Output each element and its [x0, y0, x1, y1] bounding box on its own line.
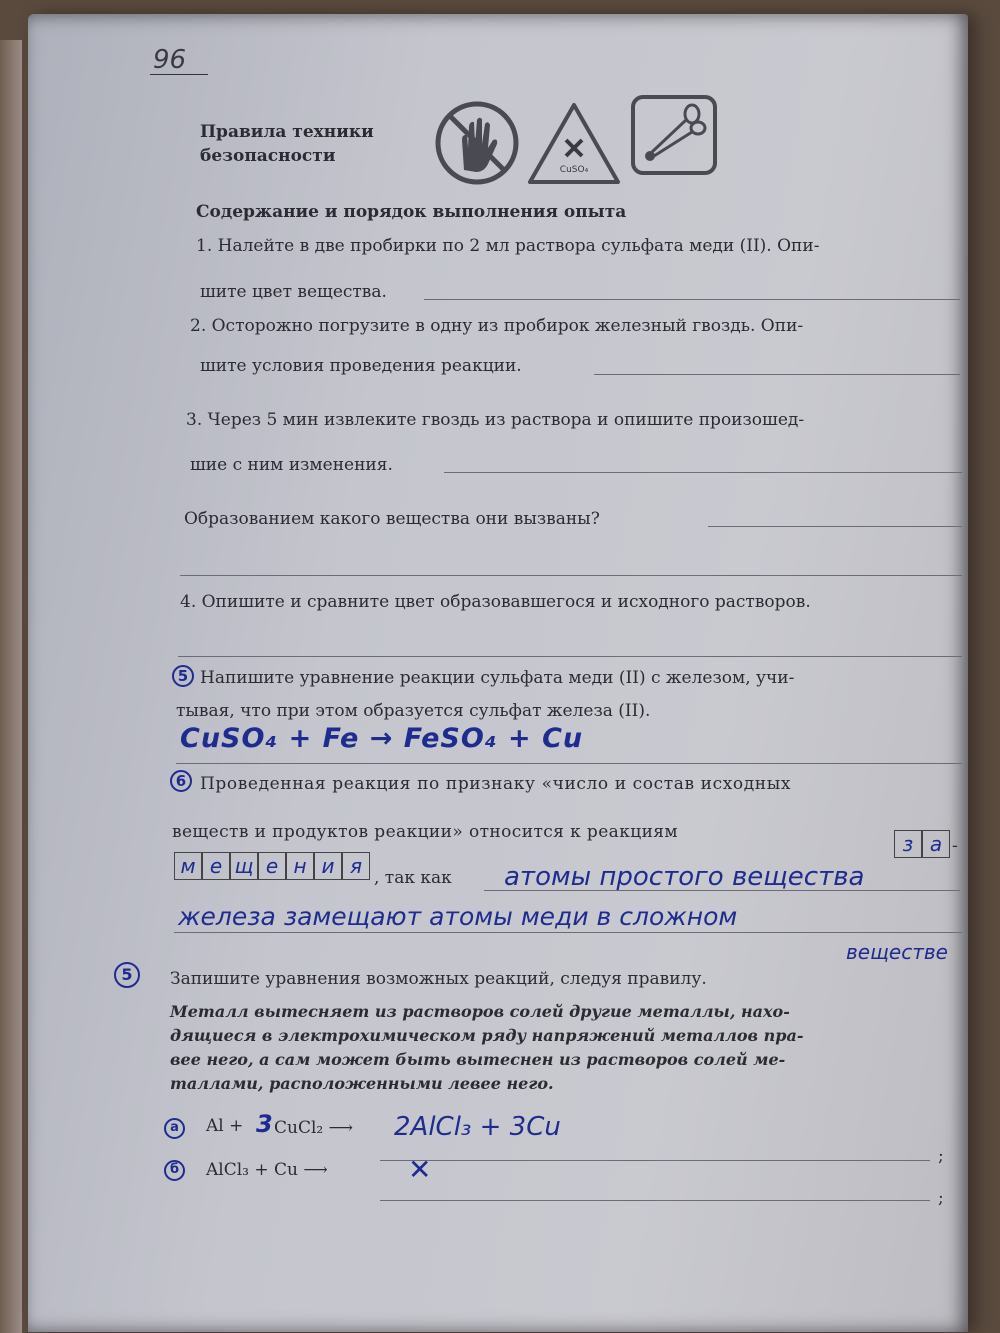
- answer-line: [180, 575, 962, 576]
- task6-tail: , так как: [374, 868, 452, 888]
- book-edge: [0, 40, 22, 1333]
- answer-line: [484, 890, 960, 891]
- no-hand-contact-icon: [432, 100, 522, 186]
- answer-line: [380, 1160, 930, 1161]
- next-task-marker: 5: [114, 962, 140, 988]
- subtask-a-marker: а: [164, 1118, 185, 1139]
- answer-line: [178, 656, 962, 657]
- page-number-underline: [150, 74, 208, 75]
- answer-letter-box: я: [342, 852, 370, 880]
- answer-line: [380, 1200, 930, 1201]
- answer-letter-box: и: [314, 852, 342, 880]
- step2-line2: шите условия проведения реакции.: [200, 356, 522, 376]
- rule-line2: дящиеся в электрохимическом ряду напряжений металлов пра-: [170, 1026, 804, 1045]
- task5-line2: тывая, что при этом образуется сульфат железа (II).: [176, 701, 651, 721]
- page-number: 96: [153, 45, 187, 75]
- task6-marker: 6: [170, 770, 192, 792]
- step3-line1: 3. Через 5 мин извлеките гвоздь из раствора и опишите произошед-: [186, 410, 805, 430]
- answer-letter-box: н: [286, 852, 314, 880]
- subtask-a-coefficient: 3: [256, 1110, 273, 1138]
- task6-line2: веществ и продуктов реакции» относится к реакциям: [172, 822, 679, 842]
- next-task-line1: Запишите уравнения возможных реакций, следуя правилу.: [170, 969, 707, 989]
- step1-line1: 1. Налейте в две пробирки по 2 мл раствора сульфата меди (II). Опи-: [196, 236, 820, 256]
- subtask-b-handwritten-answer: ✕: [408, 1153, 432, 1186]
- task6-handwritten-answer-line2: железа замещают атомы меди в сложном: [178, 902, 738, 931]
- answer-line: [594, 374, 960, 375]
- step1-line2: шите цвет вещества.: [200, 282, 387, 302]
- toxic-substance-warning-icon: [526, 100, 622, 186]
- rule-line3: вее него, а сам может быть вытеснен из растворов солей ме-: [170, 1050, 786, 1069]
- tongs-test-tube-icon: [630, 94, 718, 176]
- answer-line: [708, 526, 962, 527]
- subtask-b-semicolon: ;: [938, 1188, 944, 1208]
- answer-letter-box: е: [258, 852, 286, 880]
- safety-title-line1: Правила техники: [200, 122, 374, 142]
- safety-title-line2: безопасности: [200, 146, 336, 166]
- answer-line: [424, 299, 960, 300]
- answer-letter-box: з: [894, 830, 922, 858]
- hyphen: -: [952, 836, 958, 856]
- subtask-a-equation: Al +: [206, 1116, 244, 1136]
- answer-letter-box: а: [922, 830, 950, 858]
- rule-line4: таллами, расположенными левее него.: [170, 1074, 554, 1093]
- answer-letter-box: щ: [230, 852, 258, 880]
- step4: 4. Опишите и сравните цвет образовавшегося и исходного растворов.: [180, 592, 811, 612]
- section-title: Содержание и порядок выполнения опыта: [196, 202, 627, 222]
- answer-line: [176, 763, 962, 764]
- step3-line2: шие с ним изменения.: [190, 455, 393, 475]
- answer-letter-box: м: [174, 852, 202, 880]
- warning-label: CuSO₄: [559, 165, 589, 175]
- task6-line1: Проведенная реакция по признаку «число и состав исходных: [200, 774, 792, 794]
- answer-line: [174, 932, 962, 933]
- subtask-b-equation: AlCl₃ + Cu ⟶: [206, 1160, 328, 1180]
- rule-line1: Металл вытесняет из растворов солей другие металлы, нахо-: [170, 1002, 790, 1021]
- answer-line: [444, 472, 962, 473]
- step2-line1: 2. Осторожно погрузите в одну из пробирок железный гвоздь. Опи-: [190, 316, 804, 336]
- answer-letter-box: е: [202, 852, 230, 880]
- subtask-a-equation-reactant: CuCl₂ ⟶: [274, 1118, 353, 1138]
- subtask-b-marker: б: [164, 1160, 185, 1181]
- task5-marker: 5: [172, 665, 194, 687]
- task5-handwritten-answer: CuSO₄ + Fe → FeSO₄ + Cu: [180, 723, 584, 754]
- task6-handwritten-answer-line3: веществе: [846, 940, 948, 964]
- step3-question: Образованием какого вещества они вызваны?: [184, 509, 600, 529]
- subtask-a-handwritten-answer: 2AlCl₃ + 3Cu: [394, 1112, 561, 1142]
- task6-handwritten-answer-line1: атомы простого вещества: [504, 862, 865, 892]
- subtask-a-semicolon: ;: [938, 1146, 944, 1166]
- task5-line1: Напишите уравнение реакции сульфата меди (II) с железом, учи-: [200, 668, 795, 688]
